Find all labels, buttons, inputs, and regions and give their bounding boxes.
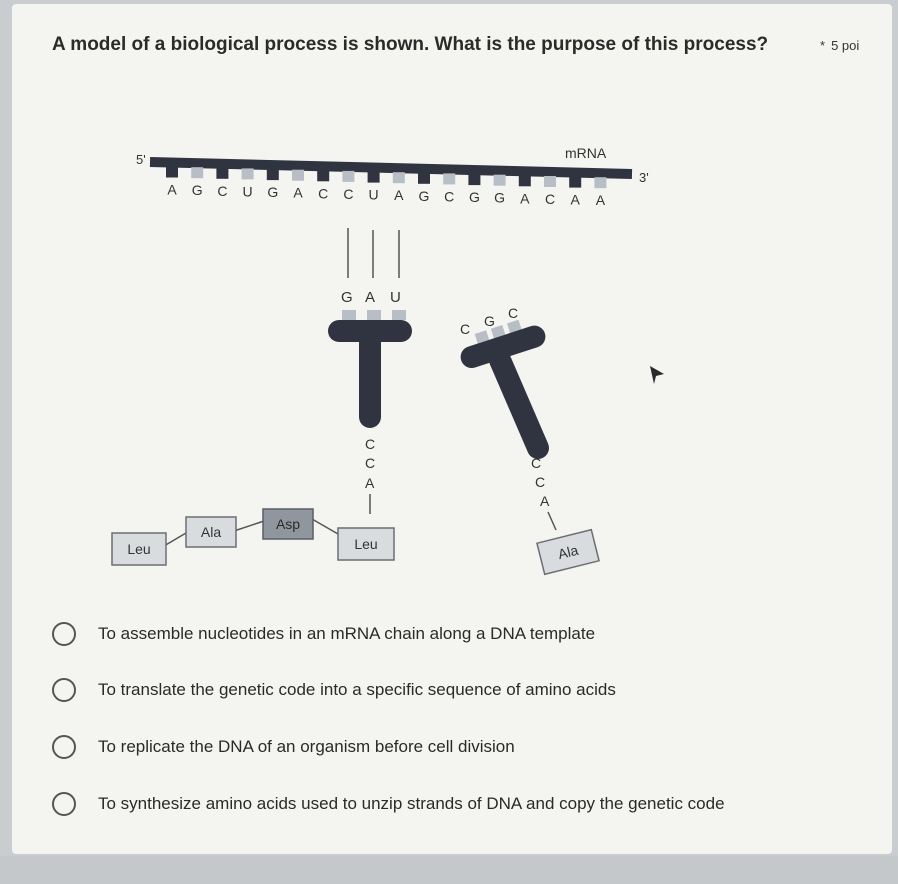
mrna-base-tick (317, 170, 329, 181)
option-4[interactable] (52, 790, 725, 818)
points-value: 5 poi (831, 38, 860, 53)
mrna-base-tick (191, 167, 203, 178)
mrna-base-letter: U (368, 186, 379, 203)
radio-button[interactable] (52, 792, 76, 816)
mrna-base-letter: C (217, 182, 228, 199)
anticodon-tick (392, 310, 406, 320)
trna-2-stem (500, 360, 538, 448)
mrna-base-letter: A (293, 184, 303, 201)
option-label: To assemble nucleotides in an mRNA chain along a DNA template (98, 624, 596, 643)
amino-label: Asp (275, 516, 301, 532)
mrna-base-letter: C (444, 188, 455, 205)
amino-acid-chain (112, 509, 394, 565)
mrna-base-tick (443, 173, 455, 184)
radio-button[interactable] (52, 622, 76, 646)
mrna-base-tick (494, 175, 506, 186)
five-prime-label: 5' (136, 152, 146, 167)
mrna-base-tick (569, 177, 581, 188)
mrna-base-tick (468, 174, 480, 185)
mrna-base-letter: G (468, 189, 480, 206)
anticodon-tick (342, 310, 356, 320)
mrna-base-letter: A (520, 190, 530, 207)
trna-2-tail-base: A (540, 493, 550, 509)
option-3[interactable] (52, 733, 515, 761)
mrna-base-tick (544, 176, 556, 187)
trna-2-anticodon-base: C (460, 321, 471, 337)
mrna-base-letter: U (242, 183, 253, 200)
mrna-base-letter: C (343, 185, 354, 202)
option-label: To replicate the DNA of an organism before cell division (98, 737, 515, 756)
mrna-base-letter: C (544, 191, 556, 207)
peptide-bond (164, 533, 186, 546)
required-asterisk: * (820, 38, 826, 53)
trna-1 (328, 289, 412, 514)
question-text: A model of a biological process is shown. What is the purpose of this process? (52, 34, 769, 55)
mrna-base-tick (519, 175, 531, 186)
radio-button[interactable] (52, 735, 76, 759)
trna-1-tail-base: A (365, 475, 375, 491)
trna-2-amino (537, 530, 599, 575)
trna-1-tail-base: C (365, 455, 376, 471)
three-prime-label: 3' (639, 170, 649, 185)
base-pair-lines (348, 228, 399, 278)
mrna-base-tick (292, 170, 304, 181)
mrna-label: mRNA (565, 145, 607, 161)
trna-2-anticodon-base: G (484, 313, 495, 329)
peptide-bond (234, 521, 264, 531)
mrna-base-letters (167, 182, 605, 209)
trna-2-anticodon-base: C (508, 305, 519, 321)
mrna-base-tick (342, 171, 354, 182)
mrna-base-tick (594, 177, 606, 188)
mrna-base-letter: A (394, 187, 404, 204)
trna-1-anticodon-base: A (365, 289, 376, 306)
mrna-base-letter: A (595, 192, 606, 209)
amino-label: Ala (200, 524, 222, 540)
mrna-base-letter: C (318, 185, 329, 202)
mrna-base-letter: G (267, 184, 279, 201)
option-label: To synthesize amino acids used to unzip strands of DNA and copy the genetic code (98, 794, 725, 813)
page-bottom-edge (0, 856, 898, 884)
trna-1-anticodon-base: G (341, 289, 353, 306)
anticodon-tick (367, 310, 381, 320)
mrna-base-tick (166, 167, 178, 178)
trna-2-tail-base: C (535, 474, 546, 490)
mrna-base-tick (418, 173, 430, 184)
mrna-base-letter: G (191, 182, 203, 199)
mrna-base-tick (242, 168, 254, 179)
mrna-strand (136, 145, 649, 208)
mrna-base-letter: A (167, 181, 177, 198)
mouse-cursor-icon (650, 366, 664, 384)
mrna-base-letter: G (418, 187, 430, 204)
trna-1-stem (359, 330, 381, 428)
radio-button[interactable] (52, 678, 76, 702)
mrna-base-tick (216, 168, 228, 179)
amino-label: Ala (556, 541, 580, 563)
trna-2-link (548, 512, 556, 530)
option-2[interactable] (52, 676, 616, 704)
peptide-bond (312, 519, 338, 534)
mrna-base-tick (267, 169, 279, 180)
mrna-base-letter: G (494, 189, 506, 206)
amino-label: Leu (127, 541, 151, 557)
mrna-base-letter: A (570, 191, 580, 208)
mrna-base-tick (393, 172, 405, 183)
trna-1-anticodon-base: U (390, 289, 401, 306)
option-label: To translate the genetic code into a specific sequence of amino acids (98, 680, 616, 699)
trna-2-tail-base: C (531, 455, 542, 471)
trna-1-tail-base: C (365, 436, 376, 452)
mrna-base-tick (368, 172, 380, 183)
trna-2 (455, 305, 556, 530)
amino-label: Leu (354, 536, 378, 552)
option-1[interactable] (52, 620, 595, 648)
